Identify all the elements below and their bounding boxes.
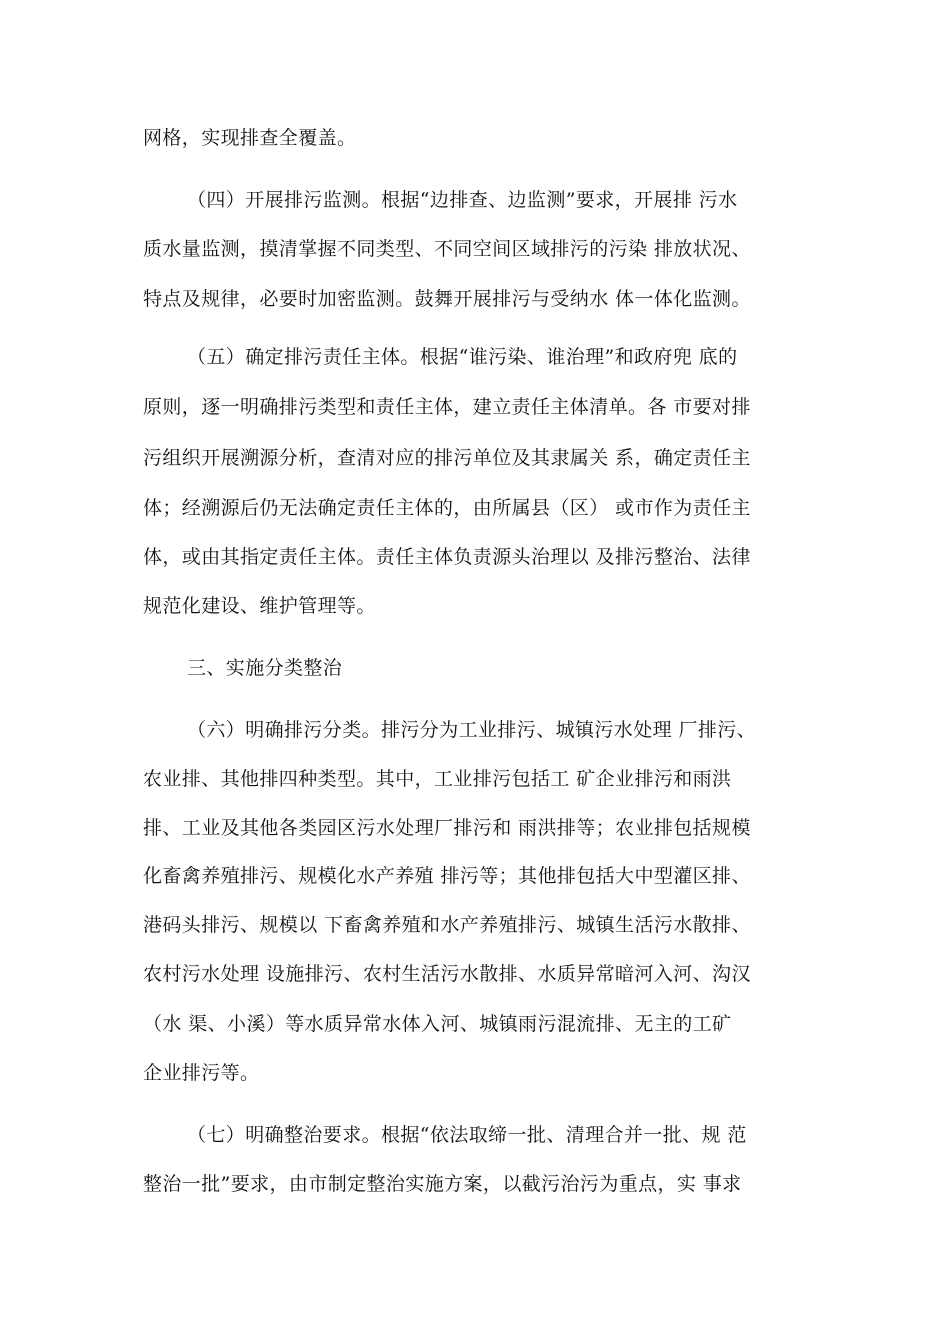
paragraph-6-line-4: 化畜禽养殖排污、规模化水产养殖 排污等；其他排包括大中型灌区排、 <box>143 865 751 887</box>
text-line: 网格，实现排查全覆盖。 <box>143 127 357 149</box>
section-heading: 三、实施分类整治 <box>187 657 343 679</box>
paragraph-5-line-3: 污组织开展溯源分析，查清对应的排污单位及其隶属关 系，确定责任主 <box>143 447 751 469</box>
paragraph-6-line-8: 企业排污等。 <box>143 1062 260 1084</box>
paragraph-6-line-6: 农村污水处理 设施排污、农村生活污水散排、水质异常暗河入河、沟汉 <box>143 963 751 985</box>
paragraph-5-line-1: （五）确定排污责任主体。根据“谁污染、谁治理”和政府兜 底的 <box>187 346 738 368</box>
paragraph-6-line-7: （水 渠、小溪）等水质异常水体入河、城镇雨污混流排、无主的工矿 <box>143 1013 732 1035</box>
paragraph-5-line-2: 原则，逐一明确排污类型和责任主体，建立责任主体清单。各 市要对排 <box>143 396 751 418</box>
paragraph-4-line-2: 质水量监测，摸清掌握不同类型、不同空间区域排污的污染 排放状况、 <box>143 238 751 260</box>
paragraph-6-line-1: （六）明确排污分类。排污分为工业排污、城镇污水处理 厂排污、 <box>187 719 757 741</box>
paragraph-5-line-5: 体，或由其指定责任主体。责任主体负责源头治理以 及排污整治、法律 <box>143 546 751 568</box>
paragraph-6-line-2: 农业排、其他排四种类型。其中，工业排污包括工 矿企业排污和雨洪 <box>143 768 732 790</box>
paragraph-7-line-1: （七）明确整治要求。根据“依法取缔一批、清理合并一批、规 范 <box>187 1124 747 1146</box>
paragraph-7-line-2: 整治一批”要求，由市制定整治实施方案，以截污治污为重点，实 事求 <box>143 1173 742 1195</box>
paragraph-6-line-3: 排、工业及其他各类园区污水处理厂排污和 雨洪排等；农业排包括规模 <box>143 817 751 839</box>
paragraph-5-line-6: 规范化建设、维护管理等。 <box>143 595 376 617</box>
paragraph-4-line-1: （四）开展排污监测。根据“边排查、边监测”要求，开展排 污水 <box>187 189 738 211</box>
paragraph-6-line-5: 港码头排污、规模以 下畜禽养殖和水产养殖排污、城镇生活污水散排、 <box>143 914 751 936</box>
paragraph-5-line-4: 体；经溯源后仍无法确定责任主体的，由所属县（区） 或市作为责任主 <box>143 497 751 519</box>
paragraph-4-line-3: 特点及规律，必要时加密监测。鼓舞开展排污与受纳水 体一体化监测。 <box>143 288 751 310</box>
